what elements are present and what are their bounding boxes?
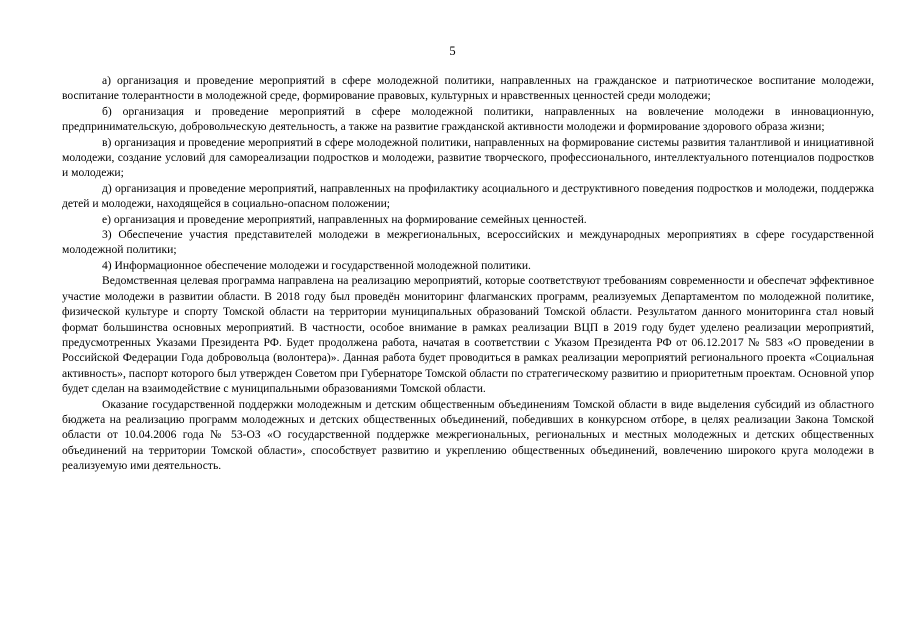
- paragraph-item-b: б) организация и проведение мероприятий в сфере молодежной политики, направленных на вовлечение молодежи в инновационную, предпринимательскую, добровольческую деятельность, а также на развитие гражданской активности молодежи и формирование здорового образа жизни;: [62, 104, 874, 134]
- paragraph-item-a: а) организация и проведение мероприятий в сфере молодежной политики, направленных на гражданское и патриотическое воспитание молодежи, воспитание толерантности в молодежной среде, формирование правовых, культурных и нравственных ценностей среди молодежи;: [62, 74, 874, 103]
- page-number: 5: [449, 44, 456, 58]
- body-text: [62, 73, 874, 474]
- paragraph-item-4: 4) Информационное обеспечение молодежи и государственной молодежной политики.: [102, 258, 531, 272]
- paragraph-item-e: е) организация и проведение мероприятий, направленных на формирование семейных ценностей.: [102, 212, 587, 226]
- paragraph-program-description: Ведомственная целевая программа направлена на реализацию мероприятий, которые соответствуют требованиям современности и обеспечат эффективное участие молодежи в развитии области. В 2018 году был проведён мониторинг флагманских программ, реализуемых Департаментом по молодежной политике, физической культуре и спорту Томской области на территории муниципальных образований Томской области. Результатом данного мониторинга стал новый формат большинства основных мероприятий. В частности, особое внимание в рамках реализации ВЦП в 2019 году будет уделено реализации мероприятий, предусмотренных Указами Президента РФ. Будет продолжена работа, начатая в соответствии с Указом Президента РФ от 06.12.2017 № 583 «О проведении в Российской Федерации Года добровольца (волонтера)». Данная работа будет проводиться в рамках реализации мероприятий регионального проекта «Социальная активность», паспорт которого был утвержден Советом при Губернаторе Томской области по стратегическому развитию и приоритетным проектам. Основной упор будет сделан на взаимодействие с муниципальными образованиями Томской области.: [62, 274, 874, 396]
- paragraph-item-v: в) организация и проведение мероприятий в сфере молодежной политики, направленных на формирование системы развития талантливой и инициативной молодежи, создание условий для самореализации подростков и молодежи, развитие творческого, профессионального, интеллектуального потенциалов подростков и молодежи;: [62, 135, 874, 180]
- paragraph-item-3: 3) Обеспечение участия представителей молодежи в межрегиональных, всероссийских и международных мероприятиях в сфере государственной молодежной политики;: [62, 228, 874, 257]
- paragraph-item-d: д) организация и проведение мероприятий, направленных на профилактику асоциального и деструктивного поведения подростков и молодежи, поддержка детей и молодежи, находящейся в социально-опасном положении;: [62, 181, 874, 211]
- paragraph-state-support: Оказание государственной поддержки молодежным и детским общественным объединениям Томской области в виде выделения субсидий из областного бюджета на реализацию программ молодежных и детских общественных объединений, победивших в конкурсном отборе, в целях реализации Закона Томской области от 10.04.2006 года № 53-ОЗ «О государственной поддержке межрегиональных, региональных и местных молодежных и детских общественных объединений на территории Томской области», способствует развитию и укреплению общественных объединений, вовлечению широкого круга молодежи в реализуемую ими деятельность.: [62, 397, 874, 473]
